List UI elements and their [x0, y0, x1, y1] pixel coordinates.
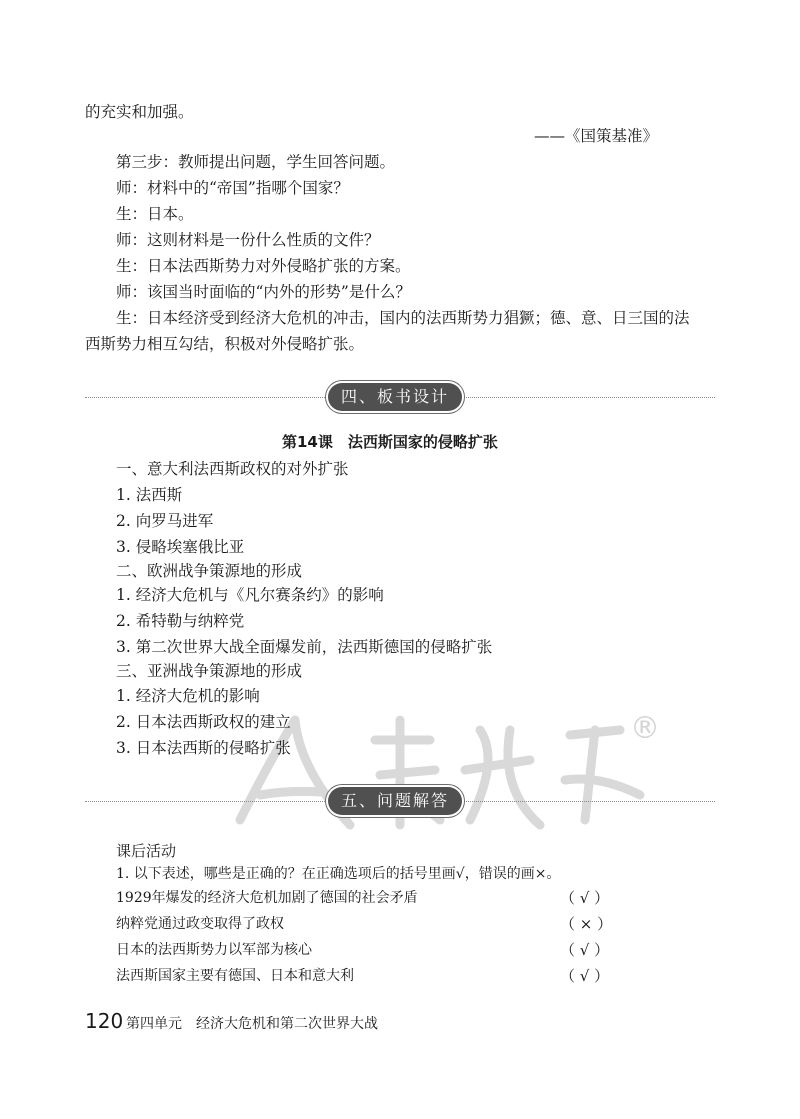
statement-text: 纳粹党通过政变取得了政权	[116, 916, 284, 932]
dialogue-line: 西斯势力相互勾结，积极对外侵略扩张。	[85, 335, 365, 353]
statement-text: 法西斯国家主要有德国、日本和意大利	[116, 968, 354, 984]
outline-item: 2. 向罗马进军	[116, 512, 214, 530]
dialogue-line: 生：日本法西斯势力对外侵略扩张的方案。	[116, 257, 411, 275]
page-number: 120	[85, 1009, 124, 1033]
dialogue-line: 生：日本经济受到经济大危机的冲击，国内的法西斯势力猖獗；德、意、日三国的法	[116, 309, 690, 327]
outline-item: 1. 法西斯	[116, 486, 183, 504]
outline-item: 3. 日本法西斯的侵略扩张	[116, 739, 291, 757]
dialogue-line: 师：该国当时面临的“内外的形势”是什么？	[116, 283, 411, 301]
outline-heading: 三、亚洲战争策源地的形成	[116, 662, 303, 680]
outline-item: 2. 希特勒与纳粹党	[116, 612, 245, 630]
outline-item: 3. 第二次世界大战全面爆发前，法西斯德国的侵略扩张	[116, 638, 493, 656]
outline-heading: 一、意大利法西斯政权的对外扩张	[116, 460, 349, 478]
lesson-title: 第14课 法西斯国家的侵略扩张	[282, 433, 498, 451]
outline-item: 1. 经济大危机的影响	[116, 687, 260, 705]
answer-mark: （ √ ）	[560, 889, 610, 907]
dialogue-line: 师：这则材料是一份什么性质的文件？	[116, 231, 380, 249]
dialogue-line: 生：日本。	[116, 205, 194, 223]
dialogue-line: 师：材料中的“帝国”指哪个国家？	[116, 179, 349, 197]
outline-item: 2. 日本法西斯政权的建立	[116, 713, 291, 731]
source-citation: ——《国策基准》	[534, 127, 659, 145]
answer-mark: （ × ）	[560, 915, 613, 933]
section-title-banner: 四、板书设计	[328, 383, 462, 411]
answer-mark: （ √ ）	[560, 967, 610, 985]
outline-heading: 二、欧洲战争策源地的形成	[116, 562, 303, 580]
registered-mark: ®	[630, 711, 660, 746]
running-footer: 第四单元 经济大危机和第二次世界大战	[126, 1016, 378, 1032]
statement-text: 日本的法西斯势力以军部为核心	[116, 942, 312, 958]
dialogue-line: 第三步：教师提出问题，学生回答问题。	[116, 153, 396, 171]
outline-item: 1. 经济大危机与《凡尔赛条约》的影响	[116, 586, 384, 604]
outline-item: 3. 侵略埃塞俄比亚	[116, 538, 245, 556]
section-title-banner: 五、问题解答	[328, 787, 462, 815]
continuation-line: 的充实和加强。	[85, 103, 194, 121]
statement-text: 1929年爆发的经济大危机加剧了德国的社会矛盾	[116, 890, 418, 906]
question-text: 1. 以下表述，哪些是正确的？在正确选项后的括号里画√，错误的画×。	[116, 866, 561, 882]
answer-mark: （ √ ）	[560, 941, 610, 959]
activity-heading: 课后活动	[116, 842, 177, 860]
